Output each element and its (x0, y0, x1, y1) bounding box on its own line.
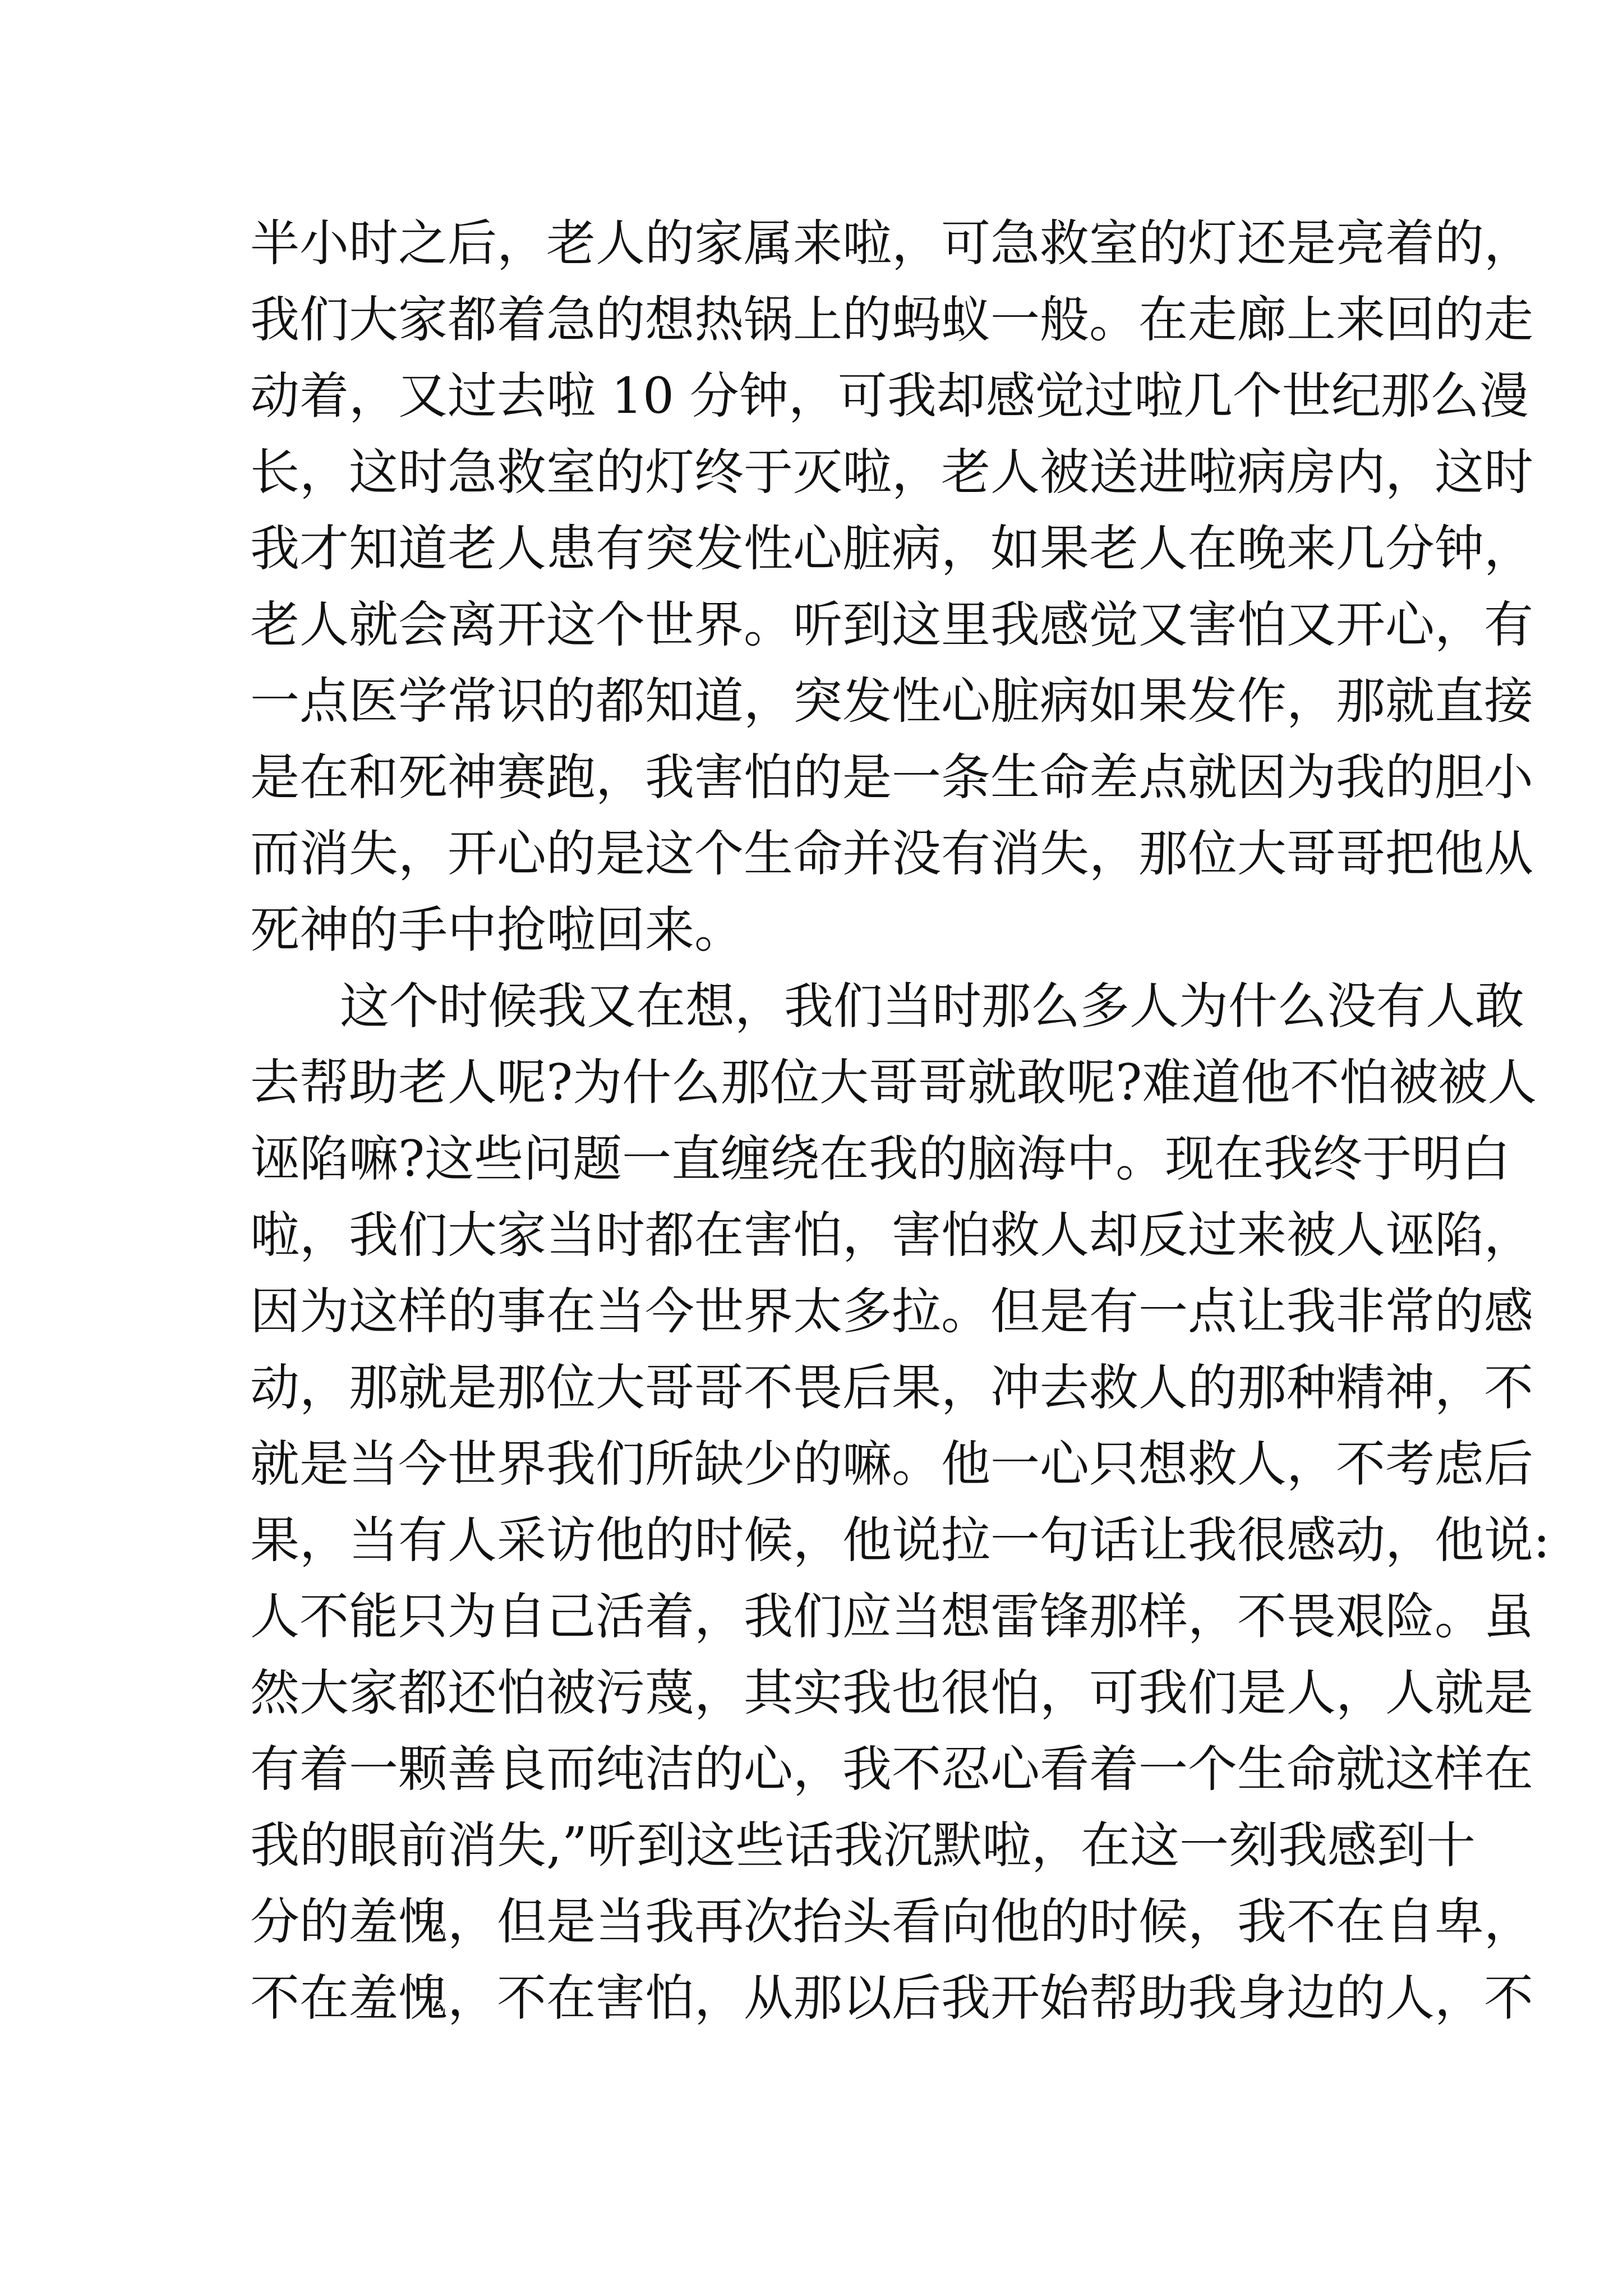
text-line: 有着一颗善良而纯洁的心，我不忍心看着一个生命就这样在 (250, 1740, 1534, 1798)
text-line: 果，当有人采访他的时候，他说拉一句话让我很感动，他说: (250, 1511, 1550, 1569)
text-line: 分的羞愧，但是当我再次抬头看向他的时候，我不在自卑， (250, 1893, 1534, 1950)
text-line: 我们大家都着急的想热锅上的蚂蚁一般。在走廊上来回的走 (250, 291, 1534, 348)
text-line: 半小时之后，老人的家属来啦，可急救室的灯还是亮着的， (250, 214, 1534, 272)
text-line: 动，那就是那位大哥哥不畏后果，冲去救人的那种精神，不 (250, 1359, 1534, 1416)
text-line: 死神的手中抢啦回来。 (250, 901, 744, 959)
text-line: 这个时候我又在想，我们当时那么多人为什么没有人敢 (340, 977, 1525, 1035)
text-line: 人不能只为自己活着，我们应当想雷锋那样，不畏艰险。虽 (250, 1588, 1534, 1645)
text-line: 不在羞愧，不在害怕，从那以后我开始帮助我身边的人，不 (250, 1969, 1534, 2027)
text-line: 因为这样的事在当今世界太多拉。但是有一点让我非常的感 (250, 1282, 1534, 1340)
text-line: 一点医学常识的都知道，突发性心脏病如果发作，那就直接 (250, 672, 1534, 730)
text-line: 就是当今世界我们所缺少的嘛。他一心只想救人，不考虑后 (250, 1435, 1534, 1493)
text-line: 老人就会离开这个世界。听到这里我感觉又害怕又开心，有 (250, 596, 1534, 654)
text-line: 我的眼前消失,”听到这些话我沉默啦，在这一刻我感到十 (250, 1816, 1476, 1874)
text-line: 而消失，开心的是这个生命并没有消失，那位大哥哥把他从 (250, 825, 1534, 882)
text-line: 长，这时急救室的灯终于灭啦，老人被送进啦病房内，这时 (250, 443, 1534, 501)
text-line: 诬陷嘛?这些问题一直缠绕在我的脑海中。现在我终于明白 (250, 1130, 1511, 1188)
text-line: 啦，我们大家当时都在害怕，害怕救人却反过来被人诬陷， (250, 1206, 1534, 1264)
text-line: 去帮助老人呢?为什么那位大哥哥就敢呢?难道他不怕被被人 (250, 1053, 1537, 1111)
text-line: 动着，又过去啦 10 分钟，可我却感觉过啦几个世纪那么漫 (250, 367, 1529, 425)
text-line: 然大家都还怕被污蔑，其实我也很怕，可我们是人，人就是 (250, 1664, 1534, 1722)
text-line: 是在和死神赛跑，我害怕的是一条生命差点就因为我的胆小 (250, 748, 1534, 806)
text-line: 我才知道老人患有突发性心脏病，如果老人在晚来几分钟， (250, 519, 1534, 577)
